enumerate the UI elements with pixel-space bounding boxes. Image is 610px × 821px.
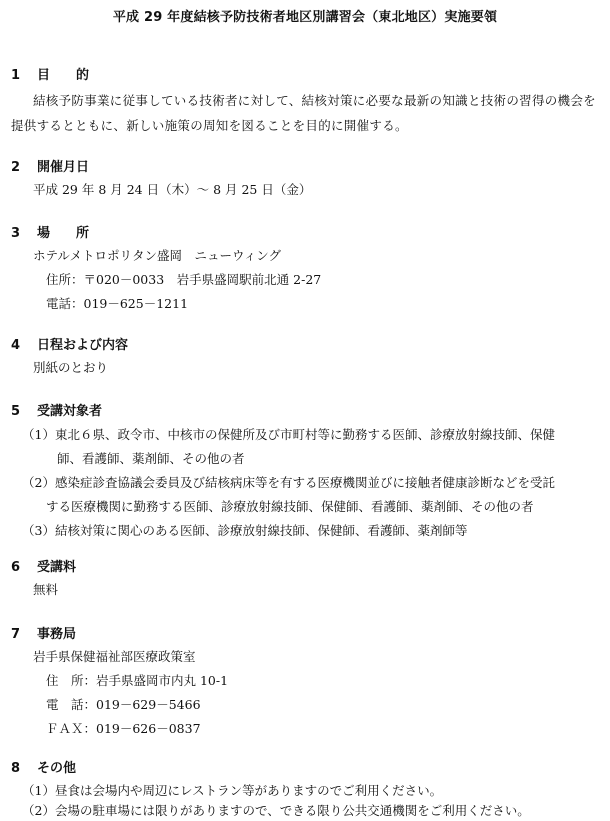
venue-name: ホテルメトロポリタン盛岡 ニューウィング	[33, 248, 282, 263]
section-number: 8	[11, 761, 21, 776]
other-item-1: （1）昼食は会場内や周辺にレストラン等がありますのでご利用ください。	[22, 783, 443, 798]
section-participants-heading	[11, 404, 102, 420]
section-schedule-text: 別紙のとおり	[33, 360, 109, 375]
section-title: 開催月日	[37, 160, 90, 175]
section-title: 目 的	[37, 68, 90, 83]
section-fee-heading	[11, 560, 76, 576]
section-number: 4	[11, 338, 21, 353]
section-number: 5	[11, 404, 21, 419]
section-other-heading	[11, 761, 76, 777]
section-purpose-text	[11, 88, 607, 138]
section-title: 受講対象者	[37, 404, 103, 419]
secretariat-phone: 電 話：019－629－5466	[46, 697, 201, 712]
section-title: 日程および内容	[37, 338, 129, 353]
venue-address: 住所：〒020－0033 岩手県盛岡駅前北通 2-27	[46, 272, 322, 287]
other-item-2: （2）会場の駐車場には限りがありますので、できる限り公共交通機関をご利用ください。	[22, 803, 530, 818]
venue-phone: 電話：019－625－1211	[46, 296, 189, 311]
secretariat-fax: ＦＡＸ：019－626－0837	[46, 721, 201, 736]
participant-item-2-line-2: する医療機関に勤務する医師、診療放射線技師、保健師、看護師、薬剤師、その他の者	[46, 499, 534, 514]
participant-item-2-line-1: （2）感染症診査協議会委員及び結核病床等を有する医療機関並びに接触者健康診断などを受託	[22, 475, 555, 490]
section-number: 3	[11, 226, 21, 241]
secretariat-address: 住 所：岩手県盛岡市内丸 10-1	[46, 673, 229, 688]
section-dates-heading	[11, 160, 89, 176]
section-secretariat-heading	[11, 627, 76, 643]
document-title: 平成 29 年度結核予防技術者地区別講習会（東北地区）実施要領	[112, 10, 498, 25]
section-number: 7	[11, 627, 21, 642]
section-dates-text: 平成 29 年 8 月 24 日（木）～ 8 月 25 日（金）	[33, 182, 312, 197]
participant-item-1-line-2: 師、看護師、薬剤師、その他の者	[57, 451, 245, 466]
section-title: 場 所	[37, 226, 90, 241]
section-purpose-heading	[11, 68, 89, 84]
section-venue-heading	[11, 226, 89, 242]
secretariat-org: 岩手県保健福祉部医療政策室	[33, 649, 196, 664]
section-title: その他	[37, 761, 77, 776]
purpose-paragraph: 結核予防事業に従事している技術者に対して、結核対策に必要な最新の知識と技術の習得の機会を提供するとともに、新しい施策の周知を図ることを目的に開催する。	[11, 93, 596, 133]
section-schedule-heading	[11, 338, 128, 354]
section-title: 事務局	[37, 627, 77, 642]
section-title: 受講料	[37, 560, 77, 575]
participant-item-1-line-1: （1）東北６県、政令市、中核市の保健所及び市町村等に勤務する医師、診療放射線技師、保健	[22, 427, 555, 442]
section-number: 2	[11, 160, 21, 175]
section-number: 1	[11, 68, 21, 83]
section-fee-text: 無料	[33, 582, 59, 597]
section-number: 6	[11, 560, 21, 575]
participant-item-3: （3）結核対策に関心のある医師、診療放射線技師、保健師、看護師、薬剤師等	[22, 523, 468, 538]
